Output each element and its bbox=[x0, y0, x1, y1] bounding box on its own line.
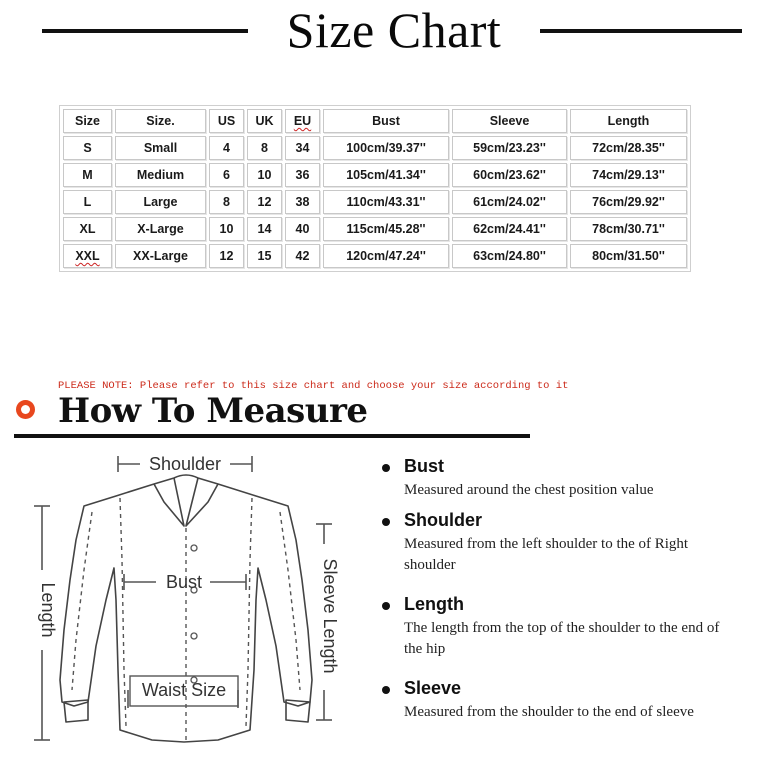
cell-length: 72cm/28.35'' bbox=[570, 136, 687, 160]
cell-uk: 14 bbox=[247, 217, 282, 241]
cell-us: 4 bbox=[209, 136, 244, 160]
measure-desc: The length from the top of the shoulder to the end of the hip bbox=[404, 620, 720, 657]
cell-bust: 110cm/43.31'' bbox=[323, 190, 449, 214]
cell-us: 8 bbox=[209, 190, 244, 214]
cell-size-name: XX-Large bbox=[115, 244, 206, 268]
measure-title: Length bbox=[404, 594, 464, 614]
stitch-armhole-right bbox=[246, 498, 252, 726]
cell-size: XL bbox=[63, 217, 112, 241]
cell-sleeve: 59cm/23.23'' bbox=[452, 136, 567, 160]
measure-title: Sleeve bbox=[404, 678, 462, 698]
how-to-measure-rule bbox=[14, 434, 530, 438]
table-row bbox=[63, 190, 687, 214]
cell-uk: 15 bbox=[247, 244, 282, 268]
table-row bbox=[63, 217, 687, 241]
cell-bust: 115cm/45.28'' bbox=[323, 217, 449, 241]
measure-title: Shoulder bbox=[404, 510, 483, 530]
bullet-icon bbox=[382, 686, 390, 694]
cell-size-text: XXL bbox=[75, 249, 100, 263]
size-chart-header bbox=[0, 0, 768, 62]
cell-bust: 100cm/39.37'' bbox=[323, 136, 449, 160]
column-header-eu bbox=[285, 109, 320, 133]
length-label: Length bbox=[38, 582, 58, 638]
cell-sleeve: 61cm/24.02'' bbox=[452, 190, 567, 214]
page-title: Size Chart bbox=[286, 2, 502, 58]
cell-us: 6 bbox=[209, 163, 244, 187]
cell-eu: 36 bbox=[285, 163, 320, 187]
cell-sleeve: 63cm/24.80'' bbox=[452, 244, 567, 268]
bullet-icon bbox=[382, 602, 390, 610]
bullet-icon bbox=[382, 518, 390, 526]
measure-desc: Measured from the shoulder to the end of sleeve bbox=[404, 704, 694, 720]
column-header-sleeve: Sleeve bbox=[452, 109, 567, 133]
cell-eu: 42 bbox=[285, 244, 320, 268]
measure-desc: Measured from the left shoulder to the of Right shoulder bbox=[404, 536, 689, 573]
cell-size-name: Large bbox=[115, 190, 206, 214]
table-row bbox=[63, 163, 687, 187]
column-header-size-name: Size. bbox=[115, 109, 206, 133]
cell-eu: 38 bbox=[285, 190, 320, 214]
measure-title: Bust bbox=[404, 456, 444, 476]
measure-desc: Measured around the chest position value bbox=[404, 482, 654, 498]
size-note: PLEASE NOTE: Please refer to this size chart and choose your size according to it bbox=[58, 380, 569, 392]
cell-bust: 120cm/47.24'' bbox=[323, 244, 449, 268]
table-row bbox=[63, 244, 687, 268]
cell-size: M bbox=[63, 163, 112, 187]
button bbox=[191, 545, 197, 551]
stitch-armhole-left bbox=[120, 498, 126, 726]
cell-eu: 40 bbox=[285, 217, 320, 241]
cell-us: 12 bbox=[209, 244, 244, 268]
waist-size-label: Waist Size bbox=[141, 680, 227, 700]
shoulder-label: Shoulder bbox=[148, 454, 222, 474]
column-header-length: Length bbox=[570, 109, 687, 133]
column-header-size: Size bbox=[63, 109, 112, 133]
cell-size: S bbox=[63, 136, 112, 160]
cell-size: L bbox=[63, 190, 112, 214]
table-header-row bbox=[63, 109, 687, 133]
stitch-left bbox=[72, 512, 92, 690]
cell-size-name: Small bbox=[115, 136, 206, 160]
cell-uk: 10 bbox=[247, 163, 282, 187]
column-header-us: US bbox=[209, 109, 244, 133]
circle-bullet-icon bbox=[16, 400, 35, 419]
cell-size bbox=[63, 244, 112, 268]
stitch-right bbox=[280, 512, 300, 690]
table-row bbox=[63, 136, 687, 160]
button bbox=[191, 633, 197, 639]
shirt-diagram bbox=[24, 440, 344, 768]
cell-uk: 12 bbox=[247, 190, 282, 214]
cell-size-name: X-Large bbox=[115, 217, 206, 241]
column-header-uk: UK bbox=[247, 109, 282, 133]
column-header-bust: Bust bbox=[323, 109, 449, 133]
sleeve-length-label: Sleeve Length bbox=[320, 558, 340, 674]
eu-label: EU bbox=[293, 114, 312, 128]
how-to-measure-title: How To Measure bbox=[58, 391, 368, 431]
cell-length: 76cm/29.92'' bbox=[570, 190, 687, 214]
header-rule-left bbox=[42, 29, 248, 33]
cell-sleeve: 62cm/24.41'' bbox=[452, 217, 567, 241]
cell-length: 78cm/30.71'' bbox=[570, 217, 687, 241]
cell-us: 10 bbox=[209, 217, 244, 241]
bullet-icon bbox=[382, 464, 390, 472]
cell-sleeve: 60cm/23.62'' bbox=[452, 163, 567, 187]
cell-length: 74cm/29.13'' bbox=[570, 163, 687, 187]
cell-uk: 8 bbox=[247, 136, 282, 160]
cell-bust: 105cm/41.34'' bbox=[323, 163, 449, 187]
cell-size-name: Medium bbox=[115, 163, 206, 187]
collar bbox=[154, 475, 218, 526]
header-rule-right bbox=[540, 29, 742, 33]
cell-eu: 34 bbox=[285, 136, 320, 160]
bust-label: Bust bbox=[165, 572, 203, 592]
size-table bbox=[59, 105, 691, 272]
cell-length: 80cm/31.50'' bbox=[570, 244, 687, 268]
